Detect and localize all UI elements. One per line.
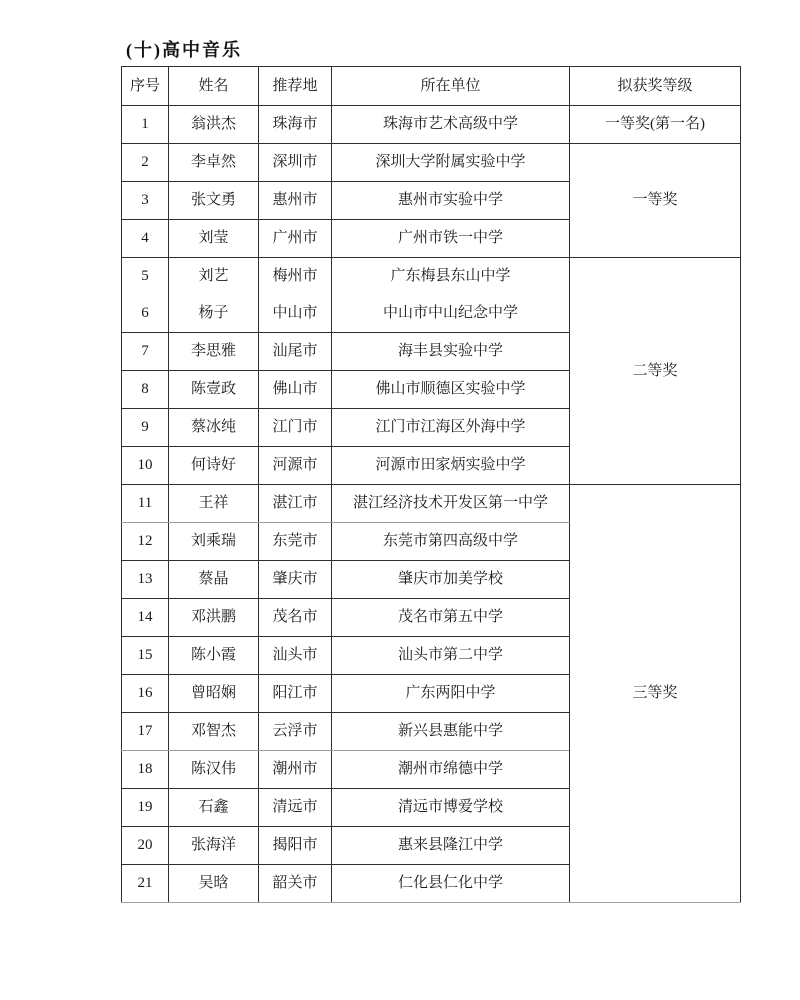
city-cell: 汕尾市 bbox=[259, 333, 332, 371]
name-cell: 李思雅 bbox=[169, 333, 259, 371]
serial-cell: 12 bbox=[122, 523, 169, 561]
award-cell: 一等奖(第一名) bbox=[570, 106, 741, 144]
school-cell: 茂名市第五中学 bbox=[332, 599, 570, 637]
school-cell: 潮州市绵德中学 bbox=[332, 751, 570, 789]
name-cell: 李卓然 bbox=[169, 144, 259, 182]
city-cell: 广州市 bbox=[259, 220, 332, 258]
school-cell: 汕头市第二中学 bbox=[332, 637, 570, 675]
name-cell: 张海洋 bbox=[169, 827, 259, 865]
school-cell: 惠来县隆江中学 bbox=[332, 827, 570, 865]
serial-cell: 16 bbox=[122, 675, 169, 713]
school-cell: 江门市江海区外海中学 bbox=[332, 409, 570, 447]
award-cell: 三等奖 bbox=[570, 485, 741, 903]
serial-cell: 15 bbox=[122, 637, 169, 675]
serial-cell: 20 bbox=[122, 827, 169, 865]
serial-cell: 9 bbox=[122, 409, 169, 447]
name-cell: 陈壹政 bbox=[169, 371, 259, 409]
school-cell: 仁化县仁化中学 bbox=[332, 865, 570, 903]
school-cell: 广东两阳中学 bbox=[332, 675, 570, 713]
name-cell: 刘莹 bbox=[169, 220, 259, 258]
header-row bbox=[122, 67, 741, 106]
name-cell: 邓洪鹏 bbox=[169, 599, 259, 637]
serial-cell: 21 bbox=[122, 865, 169, 903]
header-city: 推荐地 bbox=[259, 67, 332, 106]
serial-cell: 14 bbox=[122, 599, 169, 637]
table-row bbox=[122, 106, 741, 144]
city-cell: 阳江市 bbox=[259, 675, 332, 713]
serial-cell: 3 bbox=[122, 182, 169, 220]
name-cell: 吴晗 bbox=[169, 865, 259, 903]
city-cell: 肇庆市 bbox=[259, 561, 332, 599]
city-cell: 江门市 bbox=[259, 409, 332, 447]
name-cell: 蔡冰纯 bbox=[169, 409, 259, 447]
city-cell: 梅州市 bbox=[259, 258, 332, 296]
serial-cell: 19 bbox=[122, 789, 169, 827]
school-cell: 深圳大学附属实验中学 bbox=[332, 144, 570, 182]
serial-cell: 5 bbox=[122, 258, 169, 296]
city-cell: 茂名市 bbox=[259, 599, 332, 637]
city-cell: 河源市 bbox=[259, 447, 332, 485]
serial-cell: 6 bbox=[122, 295, 169, 333]
table-row bbox=[122, 258, 741, 296]
school-cell: 新兴县惠能中学 bbox=[332, 713, 570, 751]
school-cell: 河源市田家炳实验中学 bbox=[332, 447, 570, 485]
header-name: 姓名 bbox=[169, 67, 259, 106]
serial-cell: 4 bbox=[122, 220, 169, 258]
school-cell: 广东梅县东山中学 bbox=[332, 258, 570, 296]
serial-cell: 13 bbox=[122, 561, 169, 599]
city-cell: 韶关市 bbox=[259, 865, 332, 903]
name-cell: 邓智杰 bbox=[169, 713, 259, 751]
school-cell: 肇庆市加美学校 bbox=[332, 561, 570, 599]
city-cell: 佛山市 bbox=[259, 371, 332, 409]
school-cell: 清远市博爱学校 bbox=[332, 789, 570, 827]
name-cell: 刘艺 bbox=[169, 258, 259, 296]
school-cell: 中山市中山纪念中学 bbox=[332, 295, 570, 333]
serial-cell: 17 bbox=[122, 713, 169, 751]
school-cell: 海丰县实验中学 bbox=[332, 333, 570, 371]
name-cell: 陈汉伟 bbox=[169, 751, 259, 789]
serial-cell: 7 bbox=[122, 333, 169, 371]
award-table bbox=[121, 66, 741, 903]
award-cell: 一等奖 bbox=[570, 144, 741, 258]
award-cell: 二等奖 bbox=[570, 258, 741, 485]
city-cell: 揭阳市 bbox=[259, 827, 332, 865]
serial-cell: 11 bbox=[122, 485, 169, 523]
header-serial: 序号 bbox=[122, 67, 169, 106]
city-cell: 惠州市 bbox=[259, 182, 332, 220]
name-cell: 蔡晶 bbox=[169, 561, 259, 599]
city-cell: 云浮市 bbox=[259, 713, 332, 751]
city-cell: 珠海市 bbox=[259, 106, 332, 144]
city-cell: 潮州市 bbox=[259, 751, 332, 789]
name-cell: 刘乘瑞 bbox=[169, 523, 259, 561]
name-cell: 何诗好 bbox=[169, 447, 259, 485]
serial-cell: 8 bbox=[122, 371, 169, 409]
name-cell: 陈小霞 bbox=[169, 637, 259, 675]
name-cell: 王祥 bbox=[169, 485, 259, 523]
serial-cell: 2 bbox=[122, 144, 169, 182]
school-cell: 广州市铁一中学 bbox=[332, 220, 570, 258]
table-row bbox=[122, 485, 741, 523]
city-cell: 东莞市 bbox=[259, 523, 332, 561]
name-cell: 张文勇 bbox=[169, 182, 259, 220]
school-cell: 湛江经济技术开发区第一中学 bbox=[332, 485, 570, 523]
header-school: 所在单位 bbox=[332, 67, 570, 106]
school-cell: 惠州市实验中学 bbox=[332, 182, 570, 220]
serial-cell: 18 bbox=[122, 751, 169, 789]
name-cell: 曾昭娴 bbox=[169, 675, 259, 713]
school-cell: 珠海市艺术高级中学 bbox=[332, 106, 570, 144]
school-cell: 佛山市顺德区实验中学 bbox=[332, 371, 570, 409]
city-cell: 清远市 bbox=[259, 789, 332, 827]
serial-cell: 10 bbox=[122, 447, 169, 485]
name-cell: 翁洪杰 bbox=[169, 106, 259, 144]
serial-cell: 1 bbox=[122, 106, 169, 144]
name-cell: 石鑫 bbox=[169, 789, 259, 827]
name-cell: 杨子 bbox=[169, 295, 259, 333]
table-row bbox=[122, 144, 741, 182]
city-cell: 中山市 bbox=[259, 295, 332, 333]
city-cell: 湛江市 bbox=[259, 485, 332, 523]
school-cell: 东莞市第四高级中学 bbox=[332, 523, 570, 561]
city-cell: 汕头市 bbox=[259, 637, 332, 675]
header-award: 拟获奖等级 bbox=[570, 67, 741, 106]
city-cell: 深圳市 bbox=[259, 144, 332, 182]
page-title: (十)高中音乐 bbox=[126, 40, 242, 60]
